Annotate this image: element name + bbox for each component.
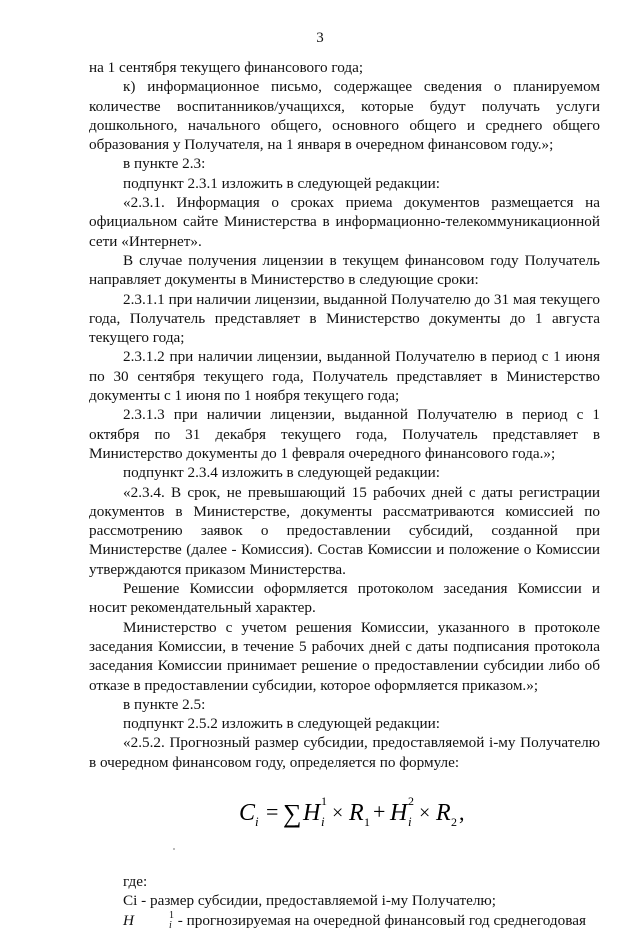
paragraph-tail: - прогнозируемая на очередной финансовый год среднегодовая (173, 911, 586, 929)
subsidy-formula (89, 778, 600, 850)
inline-h-superscript: 1 (168, 910, 174, 922)
formula-r2: R (436, 799, 451, 826)
paragraph: к) информационное письмо, содержащее сведения о планируемом количестве воспитанников/учащихся, которые будут получать услуги дошкольного, начального общего, основного общего и среднего общего образования у Получателя, на 1 января в очередном финансовом году.»; (89, 78, 600, 154)
paragraph: 2.3.1.3 при наличии лицензии, выданной Получателю в период с 1 октября по 31 декабря текущего года, Получатель представляет в Министерство документы до 1 февраля очередного финансового года.»; (89, 406, 600, 462)
paragraph: Ci - размер субсидии, предоставляемой i-му Получателю; (123, 892, 496, 910)
paragraph: Решение Комиссии оформляется протоколом заседания Комиссии и носит рекомендательный характер. (89, 580, 600, 617)
paragraph: Министерство с учетом решения Комиссии, указанного в протоколе заседания Комиссии, в течение 5 рабочих дней с даты подписания протокола заседания Комиссии принимает решение о предоставлении субсидии либо об отказе в предоставлении субсидии, которое оформляется приказом.»; (89, 618, 600, 694)
formula-h1: H (303, 799, 321, 826)
paragraph: в пункте 2.3: (123, 155, 206, 173)
inline-h-subscript: i (168, 920, 172, 931)
formula-h2-subscript: i (408, 813, 412, 829)
page-number: 3 (316, 30, 324, 46)
paragraph: подпункт 2.5.2 изложить в следующей редакции: (123, 715, 440, 733)
formula-h1-superscript: 1 (321, 793, 327, 808)
scan-speck (173, 848, 175, 850)
formula-times-2: × (419, 801, 431, 824)
formula-h2-superscript: 2 (408, 793, 414, 808)
formula-lhs-subscript: i (255, 813, 259, 829)
formula-plus: + (373, 798, 386, 824)
formula-r2-subscript: 2 (451, 814, 457, 829)
formula-r1: R (349, 799, 364, 826)
formula-graphic (239, 784, 479, 840)
paragraph: «2.5.2. Прогнозный размер субсидии, предоставляемой i-му Получателю в очередном финансовом году, определяется по формуле: (89, 734, 600, 771)
inline-h-symbol (123, 912, 174, 929)
paragraph: подпункт 2.3.4 изложить в следующей редакции: (123, 464, 440, 482)
paragraph: «2.3.4. В срок, не превышающий 15 рабочих дней с даты регистрации документов в Министерстве, документы рассматриваются комиссией по рассмотрению заявок о предоставлении субсидий, созданной при Министерстве (далее - Комиссия). Состав Комиссии и положение о Комиссии утверждаются приказом Министерства. (89, 483, 600, 578)
paragraph: «2.3.1. Информация о сроках приема документов размещается на официальном сайте Министерства в информационно-телекоммуникационной сети «Интернет». (89, 194, 600, 250)
formula-h1-subscript: i (321, 813, 325, 829)
formula-h2: H (390, 799, 408, 826)
paragraph: 2.3.1.2 при наличии лицензии, выданной Получателю в период с 1 июня по 30 сентября текущего года, Получатель представляет в Министерство документы с 1 июня по 1 ноября текущего года; (89, 348, 600, 405)
formula-times-1: × (332, 801, 344, 824)
formula-sum: ∑ (283, 798, 302, 828)
paragraph: 2.3.1.1 при наличии лицензии, выданной Получателю до 31 мая текущего года, Получатель представляет в Министерство документы до 1 августа текущего года; (89, 290, 600, 347)
paragraph: подпункт 2.3.1 изложить в следующей редакции: (123, 174, 440, 192)
formula-end-comma: , (459, 799, 465, 825)
inline-h-letter: H (123, 911, 134, 929)
paragraph: В случае получения лицензии в текущем финансовом году Получатель направляет документы в Министерство в следующие сроки: (89, 251, 600, 289)
formula-lhs: C (239, 799, 256, 826)
document-body (89, 58, 600, 931)
paragraph: где: (123, 872, 148, 890)
paragraph: на 1 сентября текущего финансового года; (89, 59, 364, 76)
formula-equals: = (266, 798, 279, 824)
paragraph: в пункте 2.5: (123, 695, 206, 713)
paragraph-with-symbol (89, 911, 600, 931)
formula-r1-subscript: 1 (364, 814, 370, 829)
